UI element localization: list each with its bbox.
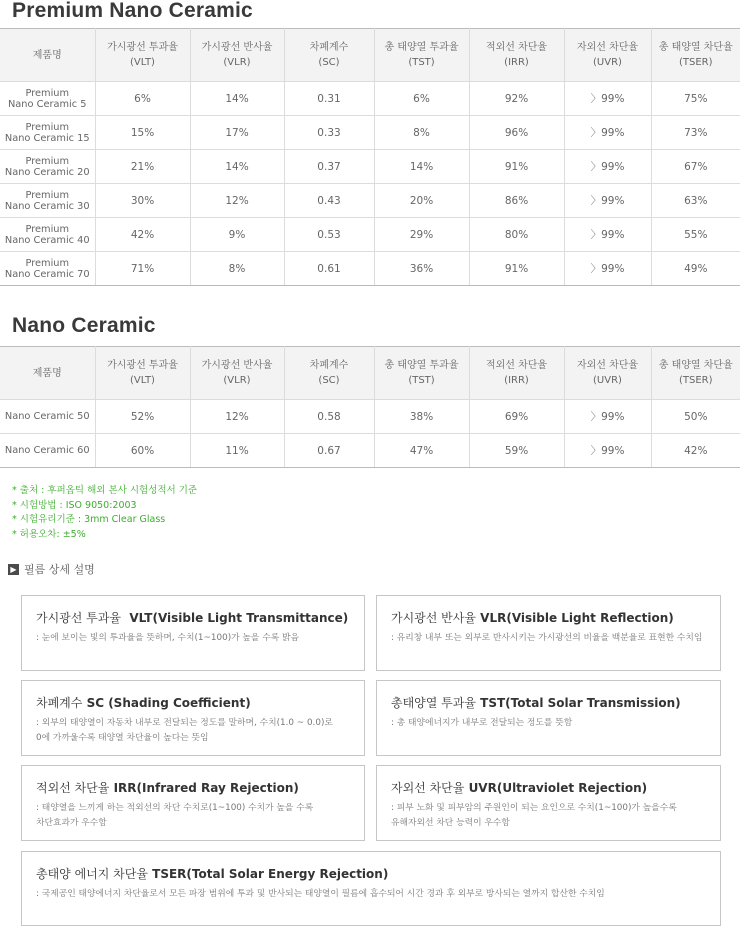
product-name: Nano Ceramic 50 [0, 400, 95, 434]
uvr-cell: 〉99% [564, 400, 651, 434]
box-title: 차폐계수 SC (Shading Coefficient) [36, 696, 251, 710]
sc-cell: 0.67 [284, 434, 374, 468]
nano-section-title: Nano Ceramic [12, 314, 156, 337]
header-uvr: 자외선 차단율 (UVR) [564, 347, 651, 400]
premium-spec-table [0, 28, 740, 286]
tser-cell: 50% [651, 400, 740, 434]
box-description: : 국제공인 태양에너지 차단율로서 모든 파장 범위에 투과 및 반사되는 태양열이 필름에 흡수되어 시간 경과 후 외부로 방사되는 열까지 합산한 수치임 [36, 889, 605, 899]
tst-cell: 36% [374, 252, 469, 286]
table-header-row [0, 29, 740, 82]
vlr-cell: 12% [190, 184, 284, 218]
product-name: Premium Nano Ceramic 40 [0, 218, 95, 252]
vlt-cell: 30% [95, 184, 190, 218]
tst-cell: 29% [374, 218, 469, 252]
irr-cell: 92% [469, 82, 564, 116]
sc-cell: 0.31 [284, 82, 374, 116]
header-tst: 총 태양열 투과율 (TST) [374, 29, 469, 82]
product-name: Nano Ceramic 60 [0, 434, 95, 468]
sc-cell: 0.61 [284, 252, 374, 286]
table-row [0, 150, 740, 184]
uvr-cell: 〉99% [564, 82, 651, 116]
irr-cell: 69% [469, 400, 564, 434]
tser-cell: 75% [651, 82, 740, 116]
product-name: Premium Nano Ceramic 15 [0, 116, 95, 150]
note-glass: * 시험유리기준 : 3mm Clear Glass [12, 514, 166, 525]
irr-description-box [21, 765, 365, 841]
header-tst: 총 태양열 투과율 (TST) [374, 347, 469, 400]
box-description: : 피부 노화 및 피부암의 주원인이 되는 요인으로 수치(1~100)가 높을수록 유해자외선 차단 능력이 우수함 [391, 803, 677, 828]
table-row [0, 252, 740, 286]
header-tser: 총 태양열 차단율 (TSER) [651, 29, 740, 82]
vlr-cell: 8% [190, 252, 284, 286]
header-sc: 차폐계수 (SC) [284, 347, 374, 400]
vlr-description-box [376, 595, 721, 671]
note-method: * 시험방법 : ISO 9050:2003 [12, 499, 137, 511]
tst-cell: 6% [374, 82, 469, 116]
header-vlt: 가시광선 투과율 (VLT) [95, 29, 190, 82]
irr-cell: 86% [469, 184, 564, 218]
vlt-cell: 42% [95, 218, 190, 252]
tser-cell: 67% [651, 150, 740, 184]
vlt-cell: 21% [95, 150, 190, 184]
tst-description-box [376, 680, 721, 756]
vlt-cell: 15% [95, 116, 190, 150]
uvr-description-box [376, 765, 721, 841]
premium-section-title: Premium Nano Ceramic [12, 0, 253, 22]
table-row [0, 400, 740, 434]
vlt-description-box [21, 595, 365, 671]
uvr-cell: 〉99% [564, 116, 651, 150]
vlr-cell: 14% [190, 82, 284, 116]
box-title: 자외선 차단율 UVR(Ultraviolet Rejection) [391, 781, 648, 795]
box-description: : 태양열을 느끼게 하는 적외선의 차단 수치로(1~100) 수치가 높을 수록 차단효과가 우수함 [36, 803, 314, 828]
table-row [0, 82, 740, 116]
uvr-cell: 〉99% [564, 150, 651, 184]
vlr-cell: 9% [190, 218, 284, 252]
product-name: Premium Nano Ceramic 70 [0, 252, 95, 286]
uvr-cell: 〉99% [564, 252, 651, 286]
film-detail-heading [8, 561, 95, 577]
header-vlt: 가시광선 투과율 (VLT) [95, 347, 190, 400]
sc-cell: 0.33 [284, 116, 374, 150]
product-name: Premium Nano Ceramic 20 [0, 150, 95, 184]
box-title: 총태양열 투과율 TST(Total Solar Transmission) [391, 696, 681, 710]
arrow-right-icon: ▶ [8, 564, 19, 575]
film-detail-heading-text: 필름 상세 설명 [24, 563, 95, 576]
table-row [0, 218, 740, 252]
tst-cell: 8% [374, 116, 469, 150]
header-uvr: 자외선 차단율 (UVR) [564, 29, 651, 82]
header-vlr: 가시광선 반사율 (VLR) [190, 29, 284, 82]
uvr-cell: 〉99% [564, 218, 651, 252]
note-source: * 출처 : 후퍼옵틱 해외 본사 시험성적서 기준 [12, 485, 198, 496]
header-name: 제품명 [0, 347, 95, 400]
header-vlr: 가시광선 반사율 (VLR) [190, 347, 284, 400]
box-description: : 유리창 내부 또는 외부로 반사시키는 가시광선의 비율을 백분율로 표현한 수치임 [391, 633, 703, 643]
tser-cell: 55% [651, 218, 740, 252]
irr-cell: 91% [469, 150, 564, 184]
table-row [0, 116, 740, 150]
box-title: 총태양 에너지 차단율 TSER(Total Solar Energy Rejection) [36, 867, 389, 881]
uvr-cell: 〉99% [564, 184, 651, 218]
tst-cell: 14% [374, 150, 469, 184]
irr-cell: 80% [469, 218, 564, 252]
vlr-cell: 12% [190, 400, 284, 434]
tser-cell: 73% [651, 116, 740, 150]
irr-cell: 91% [469, 252, 564, 286]
irr-cell: 59% [469, 434, 564, 468]
note-tolerance: * 허용오차: ±5% [12, 528, 86, 540]
sc-cell: 0.58 [284, 400, 374, 434]
tst-cell: 47% [374, 434, 469, 468]
header-irr: 적외선 차단율 (IRR) [469, 29, 564, 82]
vlr-cell: 17% [190, 116, 284, 150]
header-irr: 적외선 차단율 (IRR) [469, 347, 564, 400]
vlt-cell: 52% [95, 400, 190, 434]
test-notes [12, 484, 197, 542]
header-tser: 총 태양열 차단율 (TSER) [651, 347, 740, 400]
uvr-cell: 〉99% [564, 434, 651, 468]
vlt-cell: 60% [95, 434, 190, 468]
table-row [0, 434, 740, 468]
sc-cell: 0.43 [284, 184, 374, 218]
irr-cell: 96% [469, 116, 564, 150]
header-sc: 차폐계수 (SC) [284, 29, 374, 82]
box-description: : 눈에 보이는 빛의 투과율을 뜻하며, 수치(1~100)가 높을 수록 밝음 [36, 633, 299, 643]
header-name: 제품명 [0, 29, 95, 82]
table-row [0, 184, 740, 218]
sc-cell: 0.37 [284, 150, 374, 184]
tser-description-box [21, 851, 721, 926]
sc-description-box [21, 680, 365, 756]
vlr-cell: 11% [190, 434, 284, 468]
box-description: : 총 태양에너지가 내부로 전달되는 정도를 뜻함 [391, 718, 573, 728]
tst-cell: 38% [374, 400, 469, 434]
table-header-row [0, 347, 740, 400]
tser-cell: 49% [651, 252, 740, 286]
box-title: 적외선 차단율 IRR(Infrared Ray Rejection) [36, 781, 299, 795]
nano-spec-table [0, 346, 740, 468]
tser-cell: 63% [651, 184, 740, 218]
product-name: Premium Nano Ceramic 30 [0, 184, 95, 218]
vlt-cell: 6% [95, 82, 190, 116]
box-title: 가시광선 반사율 VLR(Visible Light Reflection) [391, 611, 674, 625]
sc-cell: 0.53 [284, 218, 374, 252]
box-title: 가시광선 투과율 VLT(Visible Light Transmittance) [36, 611, 349, 625]
vlr-cell: 14% [190, 150, 284, 184]
tser-cell: 42% [651, 434, 740, 468]
product-name: Premium Nano Ceramic 5 [0, 82, 95, 116]
tst-cell: 20% [374, 184, 469, 218]
vlt-cell: 71% [95, 252, 190, 286]
box-description: : 외부의 태양열이 자동차 내부로 전달되는 정도를 말하며, 수치(1.0 ~ 0.0)로 0에 가까울수록 태양열 차단율이 높다는 뜻임 [36, 718, 333, 743]
